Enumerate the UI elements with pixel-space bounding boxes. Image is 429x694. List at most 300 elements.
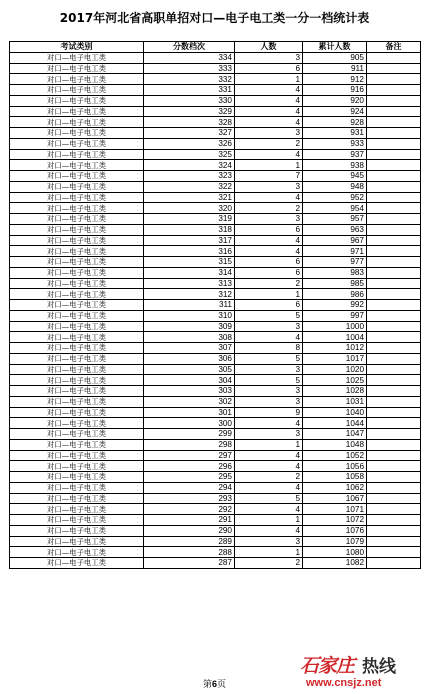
cell-category: 对口—电子电工类 [10, 515, 144, 526]
cell-cumulative: 1058 [303, 472, 367, 483]
cell-score: 327 [144, 128, 235, 139]
table-row [10, 472, 421, 483]
cell-count: 2 [235, 203, 303, 214]
cell-category: 对口—电子电工类 [10, 214, 144, 225]
cell-count: 2 [235, 472, 303, 483]
cell-score: 315 [144, 257, 235, 268]
cell-cumulative: 1076 [303, 525, 367, 536]
cell-count: 6 [235, 267, 303, 278]
cell-cumulative: 963 [303, 224, 367, 235]
cell-score: 301 [144, 407, 235, 418]
cell-category: 对口—电子电工类 [10, 246, 144, 257]
cell-note [367, 353, 421, 364]
cell-cumulative: 1025 [303, 375, 367, 386]
cell-score: 322 [144, 181, 235, 192]
cell-note [367, 128, 421, 139]
cell-count: 2 [235, 278, 303, 289]
cell-count: 4 [235, 95, 303, 106]
cell-count: 4 [235, 525, 303, 536]
cell-note [367, 321, 421, 332]
cell-note [367, 171, 421, 182]
cell-score: 333 [144, 63, 235, 74]
cell-score: 302 [144, 396, 235, 407]
cell-score: 288 [144, 547, 235, 558]
cell-cumulative: 1000 [303, 321, 367, 332]
table-row [10, 439, 421, 450]
cell-score: 312 [144, 289, 235, 300]
cell-note [367, 536, 421, 547]
cell-score: 310 [144, 310, 235, 321]
table-row [10, 246, 421, 257]
cell-note [367, 558, 421, 569]
cell-cumulative: 997 [303, 310, 367, 321]
cell-note [367, 278, 421, 289]
cell-count: 4 [235, 235, 303, 246]
cell-category: 对口—电子电工类 [10, 482, 144, 493]
cell-note [367, 85, 421, 96]
table-row [10, 375, 421, 386]
cell-cumulative: 971 [303, 246, 367, 257]
cell-category: 对口—电子电工类 [10, 332, 144, 343]
cell-note [367, 310, 421, 321]
table-header-row [10, 42, 421, 53]
cell-score: 328 [144, 117, 235, 128]
cell-note [367, 386, 421, 397]
cell-category: 对口—电子电工类 [10, 407, 144, 418]
cell-score: 309 [144, 321, 235, 332]
cell-cumulative: 1017 [303, 353, 367, 364]
cell-score: 323 [144, 171, 235, 182]
cell-count: 3 [235, 396, 303, 407]
column-header-cumulative: 累计人数 [303, 42, 367, 53]
cell-cumulative: 1080 [303, 547, 367, 558]
table-row [10, 160, 421, 171]
cell-category: 对口—电子电工类 [10, 74, 144, 85]
cell-count: 3 [235, 128, 303, 139]
cell-category: 对口—电子电工类 [10, 138, 144, 149]
cell-count: 5 [235, 493, 303, 504]
cell-cumulative: 924 [303, 106, 367, 117]
table-row [10, 450, 421, 461]
cell-cumulative: 986 [303, 289, 367, 300]
cell-score: 311 [144, 300, 235, 311]
cell-cumulative: 911 [303, 63, 367, 74]
page-suffix: 页 [217, 680, 227, 690]
column-header-category: 考试类别 [10, 42, 144, 53]
cell-count: 4 [235, 482, 303, 493]
table-body [10, 52, 421, 568]
cell-cumulative: 1082 [303, 558, 367, 569]
cell-note [367, 364, 421, 375]
cell-score: 314 [144, 267, 235, 278]
cell-score: 296 [144, 461, 235, 472]
cell-category: 对口—电子电工类 [10, 353, 144, 364]
cell-cumulative: 1048 [303, 439, 367, 450]
cell-count: 2 [235, 138, 303, 149]
cell-category: 对口—电子电工类 [10, 289, 144, 300]
cell-score: 303 [144, 386, 235, 397]
table-row [10, 364, 421, 375]
cell-note [367, 52, 421, 63]
table-row [10, 52, 421, 63]
cell-count: 6 [235, 257, 303, 268]
cell-category: 对口—电子电工类 [10, 504, 144, 515]
cell-note [367, 332, 421, 343]
cell-cumulative: 1012 [303, 343, 367, 354]
table-row [10, 235, 421, 246]
cell-score: 320 [144, 203, 235, 214]
cell-cumulative: 1056 [303, 461, 367, 472]
cell-score: 300 [144, 418, 235, 429]
cell-score: 308 [144, 332, 235, 343]
cell-score: 298 [144, 439, 235, 450]
cell-score: 291 [144, 515, 235, 526]
cell-cumulative: 916 [303, 85, 367, 96]
cell-cumulative: 1067 [303, 493, 367, 504]
table-row [10, 300, 421, 311]
cell-score: 297 [144, 450, 235, 461]
table-row [10, 95, 421, 106]
cell-cumulative: 985 [303, 278, 367, 289]
cell-count: 4 [235, 149, 303, 160]
cell-cumulative: 1072 [303, 515, 367, 526]
cell-cumulative: 967 [303, 235, 367, 246]
table-row [10, 171, 421, 182]
cell-note [367, 493, 421, 504]
cell-score: 290 [144, 525, 235, 536]
table-row [10, 504, 421, 515]
cell-count: 3 [235, 364, 303, 375]
cell-category: 对口—电子电工类 [10, 300, 144, 311]
cell-cumulative: 1040 [303, 407, 367, 418]
table-row [10, 536, 421, 547]
cell-score: 319 [144, 214, 235, 225]
cell-note [367, 375, 421, 386]
cell-note [367, 450, 421, 461]
cell-score: 292 [144, 504, 235, 515]
cell-category: 对口—电子电工类 [10, 257, 144, 268]
cell-note [367, 343, 421, 354]
cell-category: 对口—电子电工类 [10, 450, 144, 461]
cell-category: 对口—电子电工类 [10, 192, 144, 203]
cell-note [367, 461, 421, 472]
cell-count: 7 [235, 171, 303, 182]
table-row [10, 493, 421, 504]
cell-count: 9 [235, 407, 303, 418]
cell-category: 对口—电子电工类 [10, 525, 144, 536]
cell-score: 294 [144, 482, 235, 493]
cell-count: 3 [235, 429, 303, 440]
table-row [10, 257, 421, 268]
cell-note [367, 482, 421, 493]
cell-cumulative: 933 [303, 138, 367, 149]
cell-count: 6 [235, 63, 303, 74]
cell-category: 对口—电子电工类 [10, 396, 144, 407]
table-row [10, 353, 421, 364]
cell-note [367, 117, 421, 128]
cell-score: 307 [144, 343, 235, 354]
cell-category: 对口—电子电工类 [10, 364, 144, 375]
table-row [10, 267, 421, 278]
cell-cumulative: 1071 [303, 504, 367, 515]
cell-category: 对口—电子电工类 [10, 278, 144, 289]
cell-count: 4 [235, 85, 303, 96]
cell-category: 对口—电子电工类 [10, 343, 144, 354]
table-row [10, 138, 421, 149]
cell-note [367, 192, 421, 203]
column-header-note: 备注 [367, 42, 421, 53]
cell-count: 3 [235, 52, 303, 63]
cell-note [367, 439, 421, 450]
cell-score: 326 [144, 138, 235, 149]
score-table [9, 41, 421, 569]
cell-category: 对口—电子电工类 [10, 558, 144, 569]
cell-cumulative: 952 [303, 192, 367, 203]
cell-note [367, 396, 421, 407]
cell-category: 对口—电子电工类 [10, 85, 144, 96]
cell-count: 4 [235, 461, 303, 472]
cell-score: 306 [144, 353, 235, 364]
table-row [10, 547, 421, 558]
cell-cumulative: 931 [303, 128, 367, 139]
cell-count: 5 [235, 353, 303, 364]
cell-score: 321 [144, 192, 235, 203]
cell-count: 5 [235, 310, 303, 321]
table-row [10, 85, 421, 96]
cell-category: 对口—电子电工类 [10, 461, 144, 472]
cell-cumulative: 957 [303, 214, 367, 225]
cell-note [367, 407, 421, 418]
watermark-logo: 石家庄 [300, 655, 355, 677]
table-row [10, 332, 421, 343]
cell-category: 对口—电子电工类 [10, 181, 144, 192]
table-row [10, 63, 421, 74]
table-row [10, 515, 421, 526]
cell-count: 1 [235, 160, 303, 171]
cell-cumulative: 1031 [303, 396, 367, 407]
cell-note [367, 203, 421, 214]
cell-count: 4 [235, 418, 303, 429]
column-header-score: 分数档次 [144, 42, 235, 53]
page-title: 2017年河北省高职单招对口—电子电工类一分一档统计表 [59, 11, 370, 25]
cell-cumulative: 983 [303, 267, 367, 278]
table-row [10, 149, 421, 160]
watermark-url: www.cnsjz.net [306, 677, 382, 689]
table-row [10, 396, 421, 407]
cell-category: 对口—电子电工类 [10, 429, 144, 440]
cell-count: 3 [235, 536, 303, 547]
table-row [10, 407, 421, 418]
cell-count: 1 [235, 547, 303, 558]
table-row [10, 278, 421, 289]
cell-note [367, 289, 421, 300]
cell-cumulative: 938 [303, 160, 367, 171]
cell-note [367, 300, 421, 311]
cell-score: 295 [144, 472, 235, 483]
cell-count: 3 [235, 386, 303, 397]
cell-score: 287 [144, 558, 235, 569]
cell-cumulative: 1052 [303, 450, 367, 461]
cell-cumulative: 945 [303, 171, 367, 182]
cell-note [367, 160, 421, 171]
cell-cumulative: 1004 [303, 332, 367, 343]
cell-cumulative: 937 [303, 149, 367, 160]
cell-count: 4 [235, 192, 303, 203]
cell-cumulative: 905 [303, 52, 367, 63]
watermark-name: 热线 [362, 657, 396, 677]
cell-category: 对口—电子电工类 [10, 203, 144, 214]
cell-note [367, 138, 421, 149]
table-row [10, 525, 421, 536]
cell-note [367, 547, 421, 558]
cell-note [367, 235, 421, 246]
cell-note [367, 214, 421, 225]
cell-score: 330 [144, 95, 235, 106]
table-row [10, 558, 421, 569]
cell-category: 对口—电子电工类 [10, 418, 144, 429]
cell-count: 8 [235, 343, 303, 354]
cell-score: 317 [144, 235, 235, 246]
cell-note [367, 95, 421, 106]
table-row [10, 429, 421, 440]
cell-cumulative: 1062 [303, 482, 367, 493]
cell-score: 304 [144, 375, 235, 386]
cell-cumulative: 1028 [303, 386, 367, 397]
cell-score: 299 [144, 429, 235, 440]
cell-count: 6 [235, 300, 303, 311]
cell-cumulative: 948 [303, 181, 367, 192]
page-number-value: 6 [211, 679, 217, 689]
cell-category: 对口—电子电工类 [10, 235, 144, 246]
cell-note [367, 246, 421, 257]
table-row [10, 106, 421, 117]
cell-cumulative: 992 [303, 300, 367, 311]
cell-score: 289 [144, 536, 235, 547]
cell-count: 4 [235, 450, 303, 461]
cell-note [367, 267, 421, 278]
table-row [10, 386, 421, 397]
table-row [10, 117, 421, 128]
cell-score: 293 [144, 493, 235, 504]
table-row [10, 192, 421, 203]
cell-note [367, 257, 421, 268]
cell-category: 对口—电子电工类 [10, 128, 144, 139]
cell-score: 332 [144, 74, 235, 85]
table-row [10, 343, 421, 354]
cell-note [367, 224, 421, 235]
cell-category: 对口—电子电工类 [10, 149, 144, 160]
table-row [10, 128, 421, 139]
cell-category: 对口—电子电工类 [10, 547, 144, 558]
cell-category: 对口—电子电工类 [10, 386, 144, 397]
cell-category: 对口—电子电工类 [10, 310, 144, 321]
cell-note [367, 106, 421, 117]
cell-count: 1 [235, 515, 303, 526]
cell-cumulative: 920 [303, 95, 367, 106]
cell-category: 对口—电子电工类 [10, 493, 144, 504]
cell-note [367, 74, 421, 85]
cell-count: 4 [235, 106, 303, 117]
cell-count: 1 [235, 289, 303, 300]
table-row [10, 74, 421, 85]
cell-note [367, 149, 421, 160]
site-watermark [300, 655, 424, 693]
cell-note [367, 63, 421, 74]
cell-count: 1 [235, 439, 303, 450]
cell-category: 对口—电子电工类 [10, 536, 144, 547]
cell-note [367, 181, 421, 192]
table-row [10, 310, 421, 321]
cell-count: 6 [235, 224, 303, 235]
table-row [10, 181, 421, 192]
cell-cumulative: 928 [303, 117, 367, 128]
table-row [10, 203, 421, 214]
cell-count: 3 [235, 181, 303, 192]
cell-note [367, 525, 421, 536]
table-row [10, 214, 421, 225]
cell-note [367, 515, 421, 526]
table-row [10, 418, 421, 429]
cell-cumulative: 1044 [303, 418, 367, 429]
cell-count: 5 [235, 375, 303, 386]
cell-category: 对口—电子电工类 [10, 52, 144, 63]
cell-category: 对口—电子电工类 [10, 160, 144, 171]
cell-category: 对口—电子电工类 [10, 117, 144, 128]
table-row [10, 321, 421, 332]
cell-score: 305 [144, 364, 235, 375]
cell-cumulative: 1047 [303, 429, 367, 440]
cell-cumulative: 977 [303, 257, 367, 268]
cell-score: 331 [144, 85, 235, 96]
cell-score: 324 [144, 160, 235, 171]
cell-category: 对口—电子电工类 [10, 321, 144, 332]
cell-count: 4 [235, 332, 303, 343]
cell-cumulative: 1020 [303, 364, 367, 375]
cell-category: 对口—电子电工类 [10, 171, 144, 182]
cell-count: 3 [235, 321, 303, 332]
cell-count: 4 [235, 117, 303, 128]
table-row [10, 224, 421, 235]
cell-score: 325 [144, 149, 235, 160]
cell-count: 1 [235, 74, 303, 85]
cell-cumulative: 1079 [303, 536, 367, 547]
column-header-count: 人数 [235, 42, 303, 53]
page-prefix: 第 [202, 680, 212, 690]
cell-category: 对口—电子电工类 [10, 267, 144, 278]
cell-category: 对口—电子电工类 [10, 439, 144, 450]
table-row [10, 482, 421, 493]
cell-category: 对口—电子电工类 [10, 472, 144, 483]
cell-category: 对口—电子电工类 [10, 375, 144, 386]
table-row [10, 289, 421, 300]
cell-cumulative: 954 [303, 203, 367, 214]
cell-category: 对口—电子电工类 [10, 106, 144, 117]
cell-count: 4 [235, 504, 303, 515]
table-row [10, 461, 421, 472]
cell-score: 334 [144, 52, 235, 63]
cell-score: 318 [144, 224, 235, 235]
cell-count: 4 [235, 246, 303, 257]
cell-note [367, 429, 421, 440]
cell-score: 316 [144, 246, 235, 257]
cell-cumulative: 912 [303, 74, 367, 85]
cell-category: 对口—电子电工类 [10, 95, 144, 106]
cell-count: 2 [235, 558, 303, 569]
cell-note [367, 504, 421, 515]
cell-category: 对口—电子电工类 [10, 224, 144, 235]
cell-count: 3 [235, 214, 303, 225]
cell-category: 对口—电子电工类 [10, 63, 144, 74]
